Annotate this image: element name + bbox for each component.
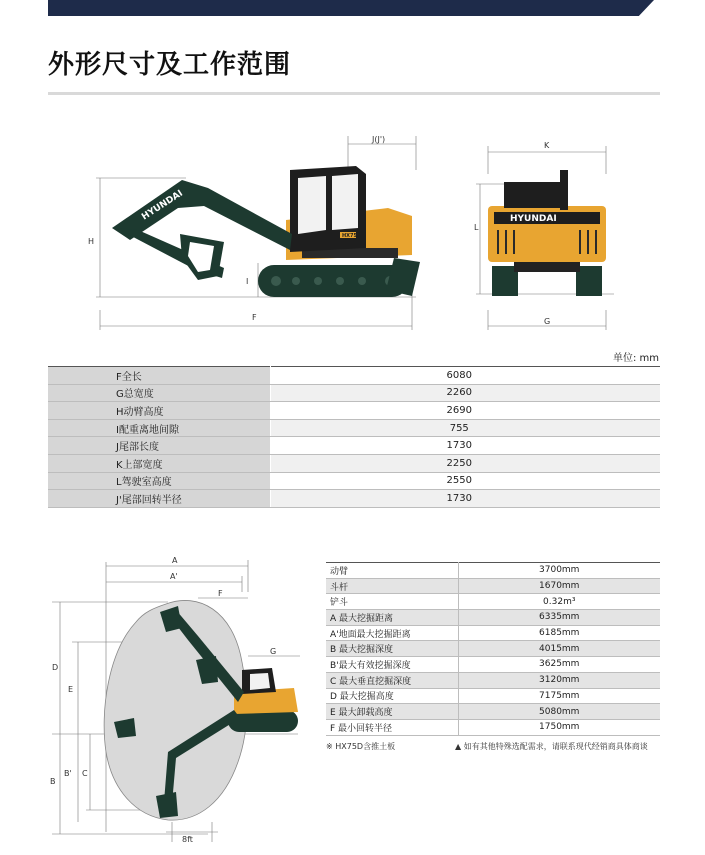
row-value: 6185mm xyxy=(458,625,660,641)
range-label-g: G xyxy=(270,647,277,656)
row-label: C 最大垂直挖掘深度 xyxy=(326,672,458,688)
footnote-options: ▲ 如有其他特殊选配需求，请联系现代经销商具体商谈 xyxy=(455,742,648,751)
dim-label-l: L xyxy=(474,223,479,232)
row-label: 斗杆 xyxy=(326,578,458,594)
table-row xyxy=(326,704,660,720)
row-label: 铲斗 xyxy=(326,594,458,610)
table-row xyxy=(48,384,660,402)
row-label: 动臂 xyxy=(326,563,458,579)
title-divider xyxy=(48,92,660,95)
header-bar xyxy=(48,0,654,16)
row-label: J尾部长度 xyxy=(48,437,270,455)
table-row xyxy=(326,625,660,641)
row-label: A 最大挖掘距离 xyxy=(326,610,458,626)
row-value: 2550 xyxy=(270,472,660,490)
table-row xyxy=(326,719,660,735)
row-label: K上部宽度 xyxy=(48,454,270,472)
range-label-a-prime: A' xyxy=(170,572,178,581)
row-value: 1730 xyxy=(270,490,660,508)
range-label-c: C xyxy=(82,769,88,778)
row-value: 4015mm xyxy=(458,641,660,657)
rear-brand-logo: HYUNDAI xyxy=(510,214,557,224)
row-label: I配重离地间隙 xyxy=(48,419,270,437)
row-value: 6335mm xyxy=(458,610,660,626)
row-value: 5080mm xyxy=(458,704,660,720)
dim-label-i: I xyxy=(246,277,249,286)
row-label: A'地面最大挖掘距离 xyxy=(326,625,458,641)
range-label-a: A xyxy=(172,556,178,565)
row-value: 1670mm xyxy=(458,578,660,594)
boom-brand-logo: HYUNDAI xyxy=(140,188,185,223)
working-range-figure xyxy=(48,552,308,848)
table-row xyxy=(48,454,660,472)
row-value: 3120mm xyxy=(458,672,660,688)
row-label: F全长 xyxy=(48,367,270,385)
row-value: 0.32m³ xyxy=(458,594,660,610)
table-row xyxy=(48,490,660,508)
table-row xyxy=(326,610,660,626)
dim-label-h: H xyxy=(88,237,95,246)
range-label-e: E xyxy=(68,685,74,694)
digging-envelope xyxy=(104,600,247,820)
table-row xyxy=(326,672,660,688)
row-value: 3700mm xyxy=(458,563,660,579)
range-label-b: B xyxy=(50,777,56,786)
front-view-figure xyxy=(474,130,624,340)
row-label: J'尾部回转半径 xyxy=(48,490,270,508)
table-row xyxy=(48,419,660,437)
row-label: B'最大有效挖掘深度 xyxy=(326,657,458,673)
range-label-d: D xyxy=(52,663,59,672)
table-row xyxy=(326,594,660,610)
page-title: 外形尺寸及工作范围 xyxy=(48,50,292,80)
row-label: H动臂高度 xyxy=(48,402,270,420)
dim-label-g: G xyxy=(544,317,551,326)
table-row xyxy=(48,437,660,455)
table-row xyxy=(326,641,660,657)
row-label: D 最大挖掘高度 xyxy=(326,688,458,704)
row-value: 1750mm xyxy=(458,719,660,735)
range-label-b-prime: B' xyxy=(64,769,72,778)
row-value: 6080 xyxy=(270,367,660,385)
dim-label-f: F xyxy=(252,313,257,322)
dozer-blade xyxy=(386,258,420,296)
range-label-8ft: 8ft xyxy=(182,835,193,844)
row-label: L驾驶室高度 xyxy=(48,472,270,490)
unit-label: 单位: mm xyxy=(612,353,659,364)
row-value: 7175mm xyxy=(458,688,660,704)
row-value: 2260 xyxy=(270,384,660,402)
table-row xyxy=(326,688,660,704)
row-label: E 最大卸载高度 xyxy=(326,704,458,720)
footnote-dozer: ※ HX75D含推土板 xyxy=(326,742,396,751)
table-row xyxy=(326,657,660,673)
row-label: B 最大挖掘深度 xyxy=(326,641,458,657)
table-row xyxy=(326,578,660,594)
model-badge: HX75 xyxy=(342,233,357,239)
side-view-figure xyxy=(86,130,426,340)
row-label: F 最小回转半径 xyxy=(326,719,458,735)
row-label: G总宽度 xyxy=(48,384,270,402)
dimensions-table xyxy=(48,366,660,508)
dim-label-k: K xyxy=(544,141,550,150)
row-value: 2250 xyxy=(270,454,660,472)
table-row xyxy=(48,367,660,385)
table-row xyxy=(48,472,660,490)
row-value: 2690 xyxy=(270,402,660,420)
row-value: 1730 xyxy=(270,437,660,455)
working-range-table xyxy=(326,562,660,736)
range-label-f: F xyxy=(218,589,223,598)
table-row xyxy=(48,402,660,420)
row-value: 755 xyxy=(270,419,660,437)
dim-label-j: J(J') xyxy=(372,135,386,144)
table-row xyxy=(326,563,660,579)
row-value: 3625mm xyxy=(458,657,660,673)
